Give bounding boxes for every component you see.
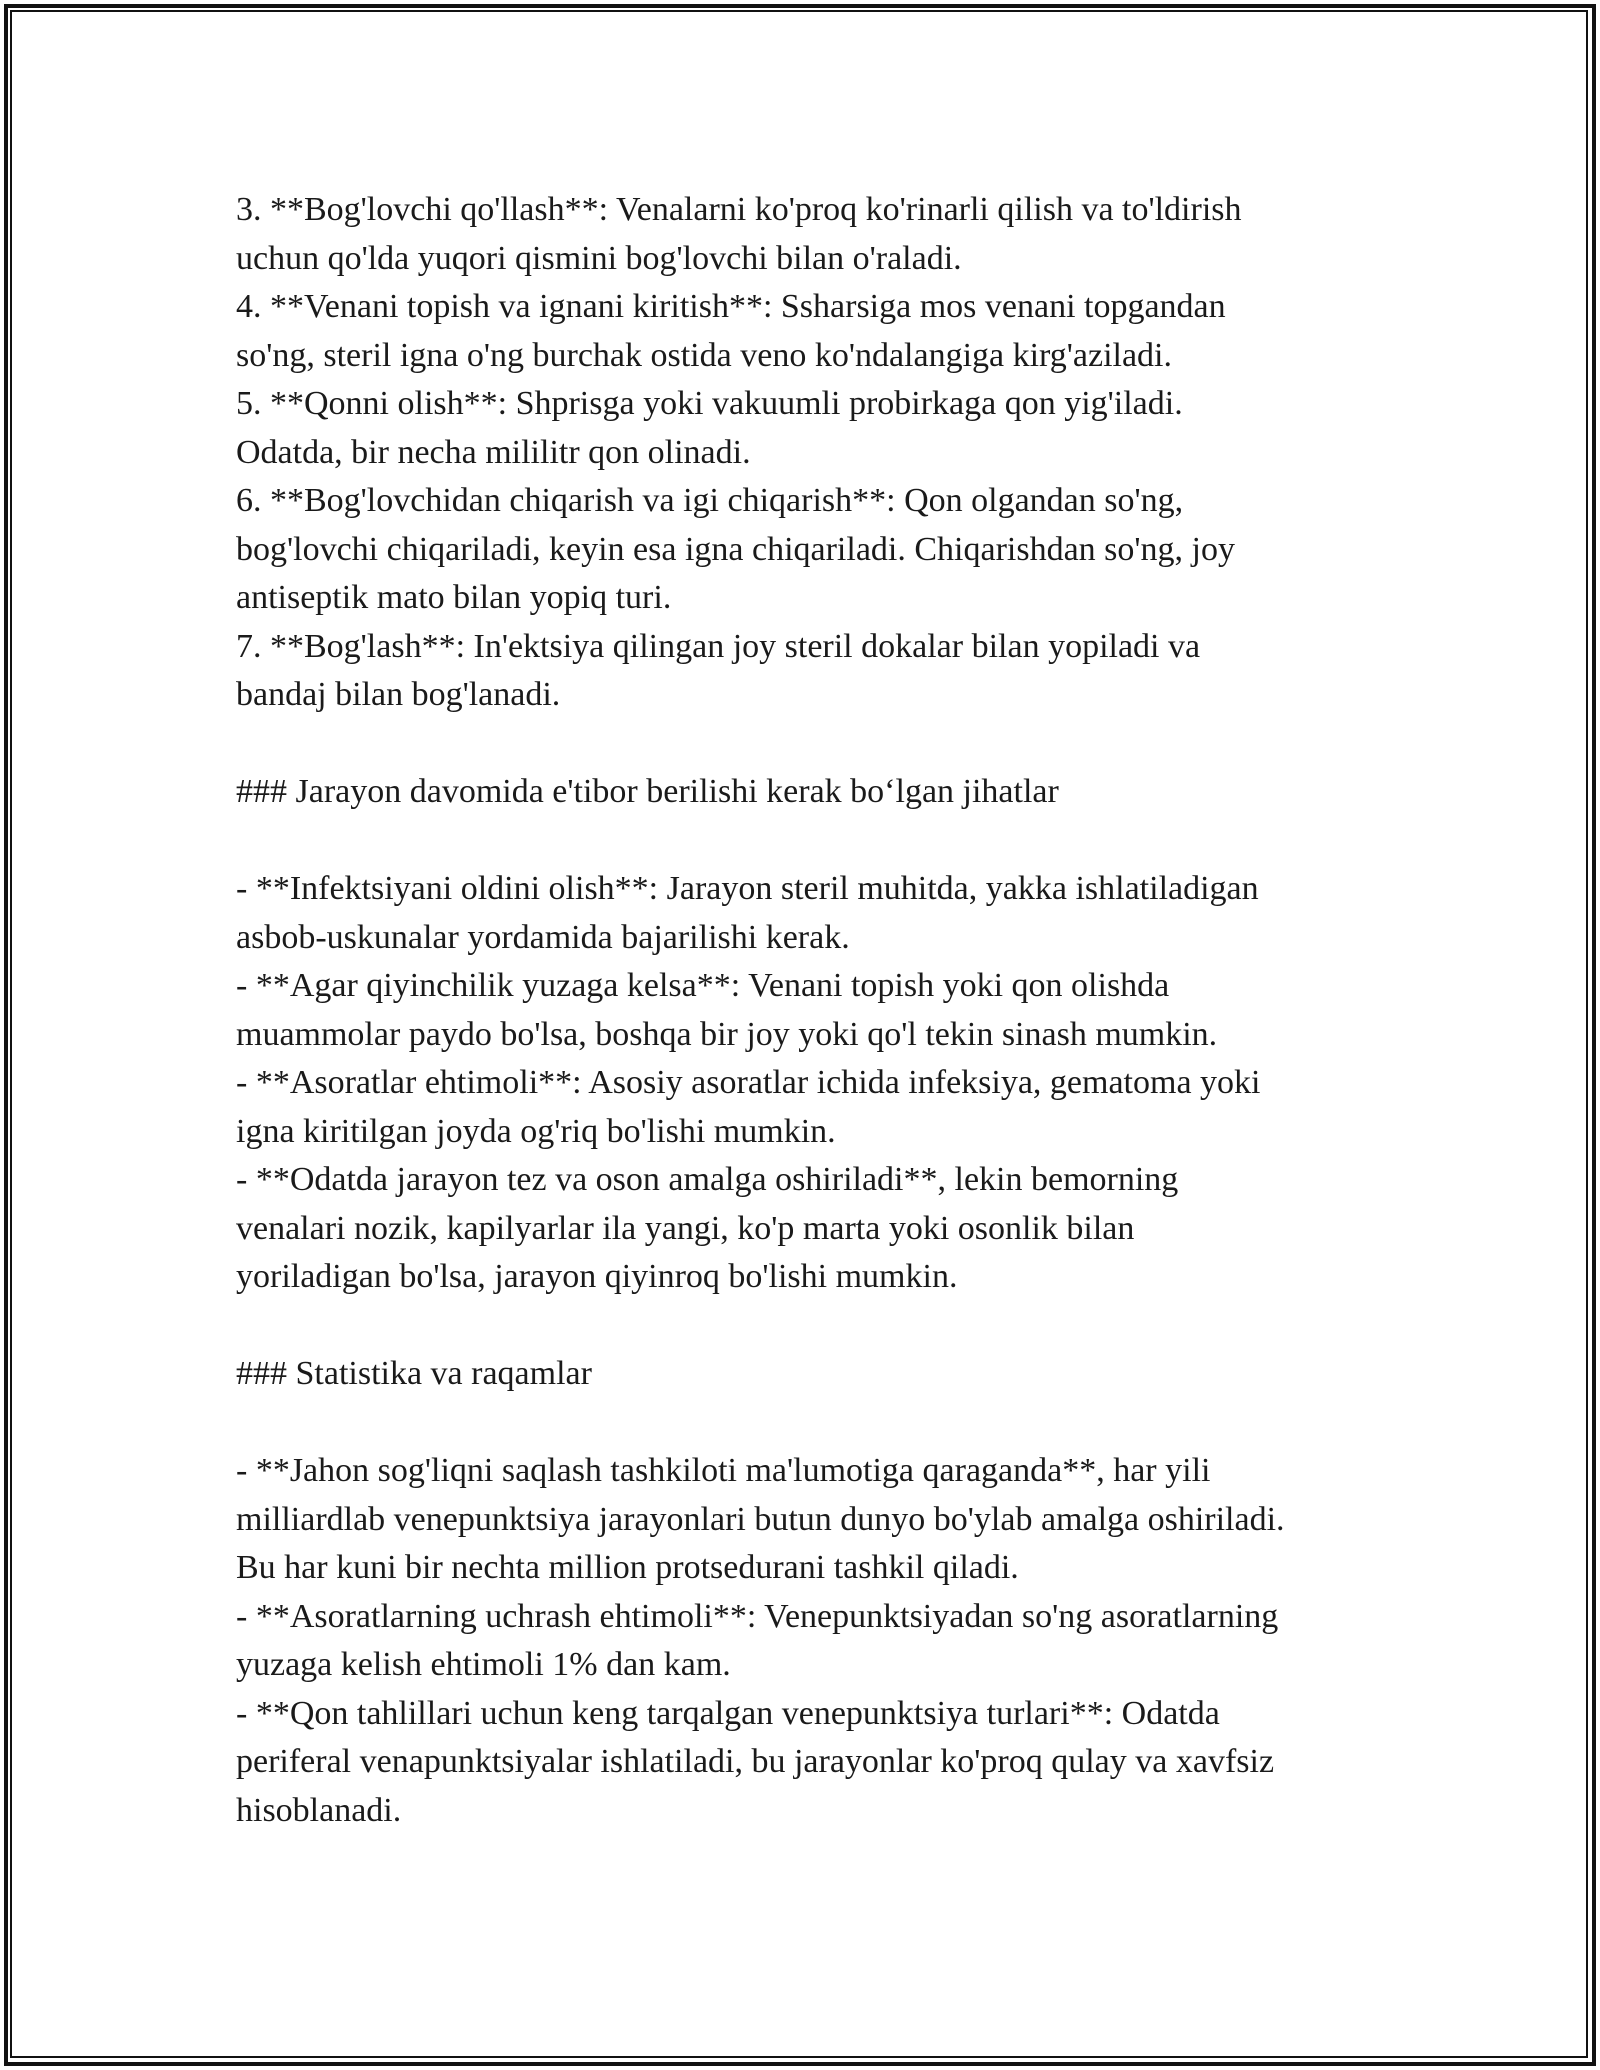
text-line: - **Qon tahlillari uchun keng tarqalgan venepunktsiya turlari**: Odatda <box>236 1694 1220 1732</box>
text-line: Bu har kuni bir nechta million protsedurani tashkil qiladi. <box>236 1549 1019 1586</box>
text-line: uchun qo'lda yuqori qismini bog'lovchi bilan o'raladi. <box>236 239 962 277</box>
section-heading: ### Jarayon davomida e'tibor berilishi kerak bo‘lgan jihatlar <box>236 773 1059 810</box>
text-line: hisoblanadi. <box>236 1791 402 1829</box>
blank-line <box>236 1302 1386 1351</box>
text-line: - **Infektsiyani oldini olish**: Jarayon steril muhitda, yakka ishlatiladigan <box>236 870 1259 907</box>
text-line: 4. **Venani topish va ignani kiritish**: Ssharsiga mos venani topgandan <box>236 288 1226 325</box>
text-line: - **Asoratlar ehtimoli**: Asosiy asoratlar ichida infeksiya, gematoma yoki <box>236 1064 1261 1101</box>
text-line: asbob-uskunalar yordamida bajarilishi kerak. <box>236 918 850 956</box>
blank-line <box>236 817 1386 866</box>
text-line: - **Asoratlarning uchrash ehtimoli**: Venepunktsiyadan so'ng asoratlarning <box>236 1597 1279 1635</box>
text-line: 5. **Qonni olish**: Shprisga yoki vakuumli probirkaga qon yig'iladi. <box>236 385 1183 422</box>
text-line: yuzaga kelish ehtimoli 1% dan kam. <box>236 1646 731 1683</box>
text-line: bandaj bilan bog'lanadi. <box>236 676 561 713</box>
text-line: - **Odatda jarayon tez va oson amalga oshiriladi**, lekin bemorning <box>236 1161 1179 1198</box>
blank-line <box>236 720 1386 769</box>
text-line: milliardlab venepunktsiya jarayonlari butun dunyo bo'ylab amalga oshiriladi. <box>236 1500 1285 1538</box>
text-line: - **Agar qiyinchilik yuzaga kelsa**: Venani topish yoki qon olishda <box>236 967 1170 1004</box>
text-line: 3. **Bog'lovchi qo'llash**: Venalarni ko'proq ko'rinarli qilish va to'ldirish <box>236 191 1242 228</box>
text-line: muammolar paydo bo'lsa, boshqa bir joy yoki qo'l tekin sinash mumkin. <box>236 1015 1218 1053</box>
text-line: so'ng, steril igna o'ng burchak ostida veno ko'ndalangiga kirg'aziladi. <box>236 336 1172 374</box>
text-line: 6. **Bog'lovchidan chiqarish va igi chiqarish**: Qon olgandan so'ng, <box>236 482 1184 519</box>
text-line: antiseptik mato bilan yopiq turi. <box>236 579 672 616</box>
text-line: - **Jahon sog'liqni saqlash tashkiloti ma'lumotiga qaraganda**, har yili <box>236 1452 1211 1489</box>
text-line: 7. **Bog'lash**: In'ektsiya qilingan joy steril dokalar bilan yopiladi va <box>236 627 1201 665</box>
section-heading: ### Statistika va raqamlar <box>236 1355 592 1392</box>
text-line: yoriladigan bo'lsa, jarayon qiyinroq bo'lishi mumkin. <box>236 1258 958 1295</box>
document-body <box>236 186 1386 1835</box>
text-line: periferal venapunktsiyalar ishlatiladi, bu jarayonlar ko'proq qulay va xavfsiz <box>236 1743 1275 1780</box>
text-line: venalari nozik, kapilyarlar ila yangi, ko'p marta yoki osonlik bilan <box>236 1209 1135 1247</box>
text-line: bog'lovchi chiqariladi, keyin esa igna chiqariladi. Chiqarishdan so'ng, joy <box>236 530 1235 568</box>
text-line: Odatda, bir necha mililitr qon olinadi. <box>236 433 751 471</box>
blank-line <box>236 1399 1386 1448</box>
text-line: igna kiritilgan joyda og'riq bo'lishi mumkin. <box>236 1112 836 1150</box>
